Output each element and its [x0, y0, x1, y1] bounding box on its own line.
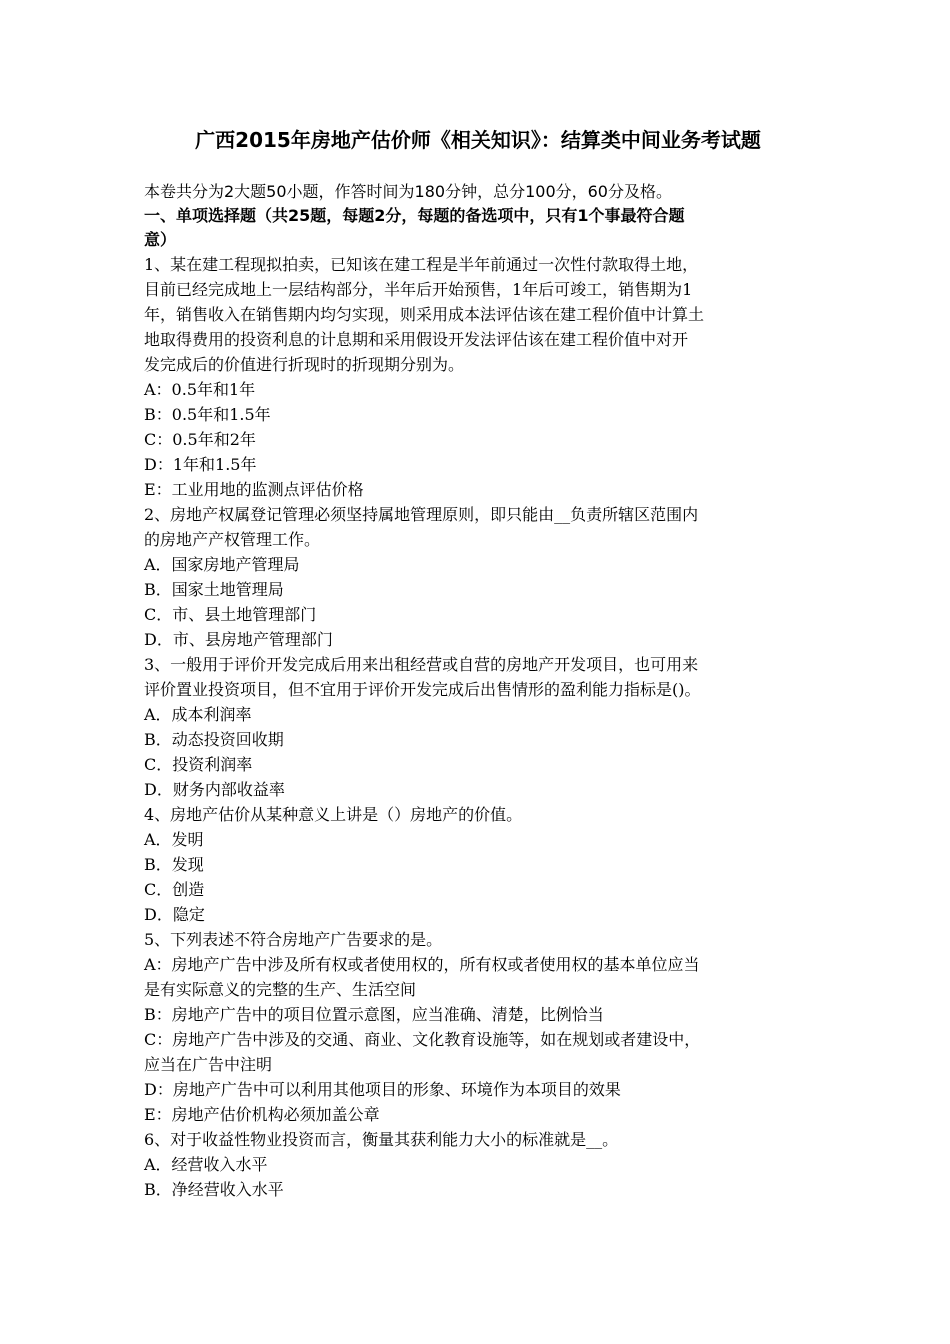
answer-option: A．经营收入水平	[144, 1155, 268, 1174]
question-4	[144, 802, 812, 927]
answer-option: A：0.5年和1年	[144, 380, 256, 399]
answer-option: D．财务内部收益率	[144, 780, 285, 799]
question-2	[144, 502, 812, 652]
answer-option: C：房地产广告中涉及的交通、商业、文化教育设施等，如在规划或者建设中，	[144, 1030, 701, 1049]
question-3	[144, 652, 812, 802]
answer-option: C：0.5年和2年	[144, 430, 256, 449]
question-5	[144, 927, 812, 1127]
answer-option: A．国家房地产管理局	[144, 555, 300, 574]
question-stem-line: 评价置业投资项目，但不宜用于评价开发完成后出售情形的盈利能力指标是()。	[144, 680, 701, 699]
question-6	[144, 1127, 812, 1202]
question-stem-line: 2、房地产权属登记管理必须坚持属地管理原则，即只能由__负责所辖区范围内	[144, 505, 699, 524]
question-stem-line: 发完成后的价值进行折现时的折现期分别为。	[144, 355, 465, 374]
answer-option: B．净经营收入水平	[144, 1180, 284, 1199]
answer-option: A．发明	[144, 830, 204, 849]
document-page	[144, 118, 812, 1202]
question-stem-line: 5、下列表述不符合房地产广告要求的是。	[144, 930, 443, 949]
answer-option: C．创造	[144, 880, 205, 899]
section-heading	[144, 204, 812, 252]
answer-option: D．隐定	[144, 905, 205, 924]
exam-intro: 本卷共分为2大题50小题，作答时间为180分钟，总分100分，60分及格。	[144, 182, 672, 201]
document-title: 广西2015年房地产估价师《相关知识》：结算类中间业务考试题	[195, 128, 761, 152]
answer-option: C．投资利润率	[144, 755, 253, 774]
section-heading-line: 意）	[144, 230, 177, 249]
question-stem-line: 3、一般用于评价开发完成后用来出租经营或自营的房地产开发项目，也可用来	[144, 655, 699, 674]
answer-option: B．动态投资回收期	[144, 730, 284, 749]
answer-option: B．国家土地管理局	[144, 580, 284, 599]
answer-option: E：工业用地的监测点评估价格	[144, 480, 364, 499]
section-heading-line: 一、单项选择题（共25题，每题2分，每题的备选项中，只有1个事最符合题	[144, 206, 685, 225]
question-stem-line: 目前已经完成地上一层结构部分，半年后开始预售，1年后可竣工，销售期为1	[144, 280, 693, 299]
answer-option: D：房地产广告中可以利用其他项目的形象、环境作为本项目的效果	[144, 1080, 621, 1099]
question-stem-line: 年，销售收入在销售期内均匀实现，则采用成本法评估该在建工程价值中计算土	[144, 305, 705, 324]
answer-option: A．成本利润率	[144, 705, 252, 724]
answer-option-continuation: 是有实际意义的完整的生产、生活空间	[144, 980, 417, 999]
answer-option: B．发现	[144, 855, 204, 874]
answer-option: D：1年和1.5年	[144, 455, 257, 474]
answer-option: C．市、县土地管理部门	[144, 605, 317, 624]
answer-option-continuation: 应当在广告中注明	[144, 1055, 273, 1074]
answer-option: B：0.5年和1.5年	[144, 405, 271, 424]
answer-option: E：房地产估价机构必须加盖公章	[144, 1105, 380, 1124]
question-stem-line: 4、房地产估价从某种意义上讲是（）房地产的价值。	[144, 805, 523, 824]
question-stem-line: 1、某在建工程现拟拍卖，已知该在建工程是半年前通过一次性付款取得土地，	[144, 255, 699, 274]
answer-option: A：房地产广告中涉及所有权或者使用权的，所有权或者使用权的基本单位应当	[144, 955, 700, 974]
question-stem-line: 的房地产产权管理工作。	[144, 530, 321, 549]
question-1	[144, 252, 812, 502]
question-stem-line: 地取得费用的投资利息的计息期和采用假设开发法评估该在建工程价值中对开	[144, 330, 689, 349]
answer-option: B：房地产广告中的项目位置示意图，应当准确、清楚，比例恰当	[144, 1005, 604, 1024]
question-stem-line: 6、对于收益性物业投资而言，衡量其获利能力大小的标准就是__。	[144, 1130, 619, 1149]
answer-option: D．市、县房地产管理部门	[144, 630, 333, 649]
